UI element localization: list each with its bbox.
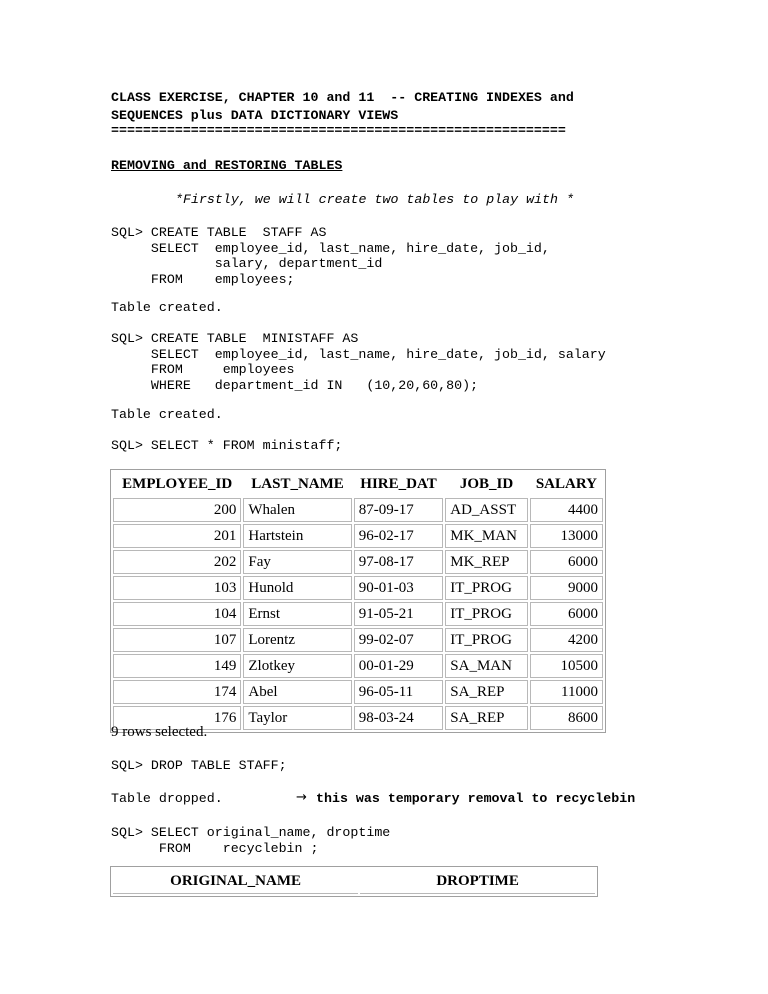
cell-job-id: MK_MAN	[445, 524, 528, 548]
cell-hire-date: 99-02-07	[354, 628, 444, 652]
column-header-hire-date: HIRE_DAT	[360, 475, 437, 492]
intro-note: *Firstly, we will create two tables to play with *	[175, 192, 574, 207]
section-heading: REMOVING and RESTORING TABLES	[111, 158, 343, 173]
cell-employee-id: 176	[113, 706, 241, 730]
cell-employee-id: 104	[113, 602, 241, 626]
cell-last-name: Hartstein	[243, 524, 351, 548]
arrow-right-icon: →	[296, 790, 307, 805]
column-header-job-id: JOB_ID	[459, 475, 514, 492]
table-row	[113, 680, 603, 704]
cell-job-id: SA_REP	[445, 706, 528, 730]
cell-employee-id: 149	[113, 654, 241, 678]
cell-employee-id: 201	[113, 524, 241, 548]
sql-create-staff: SQL> CREATE TABLE STAFF AS SELECT employee_id, last_name, hire_date, job_id, salary, department_id FROM employees;	[111, 225, 550, 287]
cell-job-id: SA_REP	[445, 680, 528, 704]
cell-employee-id: 107	[113, 628, 241, 652]
table-row	[113, 576, 603, 600]
cell-last-name: Whalen	[243, 498, 351, 522]
sql-select-ministaff: SQL> SELECT * FROM ministaff;	[111, 438, 343, 453]
cell-job-id: AD_ASST	[445, 498, 528, 522]
cell-last-name: Fay	[243, 550, 351, 574]
drop-note: this was temporary removal to recyclebin	[316, 791, 636, 806]
cell-hire-date: 00-01-29	[354, 654, 444, 678]
cell-salary: 10500	[530, 654, 603, 678]
result-table-dropped: Table dropped.	[111, 791, 223, 806]
cell-salary: 9000	[530, 576, 603, 600]
column-header-employee-id: EMPLOYEE_ID	[122, 475, 233, 492]
sql-create-ministaff: SQL> CREATE TABLE MINISTAFF AS SELECT employee_id, last_name, hire_date, job_id, salary FROM employees WHERE department_id IN (10,20,60,80);	[111, 331, 606, 393]
cell-salary: 4200	[530, 628, 603, 652]
cell-last-name: Ernst	[243, 602, 351, 626]
cell-job-id: IT_PROG	[445, 602, 528, 626]
cell-hire-date: 98-03-24	[354, 706, 444, 730]
cell-hire-date: 96-02-17	[354, 524, 444, 548]
table-row	[113, 524, 603, 548]
cell-salary: 13000	[530, 524, 603, 548]
cell-hire-date: 91-05-21	[354, 602, 444, 626]
cell-job-id: IT_PROG	[445, 628, 528, 652]
cell-hire-date: 87-09-17	[354, 498, 444, 522]
result-table-created-2: Table created.	[111, 407, 223, 422]
sql-select-recyclebin: SQL> SELECT original_name, droptime FROM recyclebin ;	[111, 825, 391, 856]
cell-last-name: Lorentz	[243, 628, 351, 652]
ministaff-table	[110, 469, 606, 733]
column-header-droptime: DROPTIME	[360, 869, 595, 894]
title-line-2: SEQUENCES plus DATA DICTIONARY VIEWS	[111, 108, 399, 123]
recyclebin-header-row	[113, 869, 595, 894]
cell-salary: 4400	[530, 498, 603, 522]
ministaff-header-row	[113, 472, 603, 496]
cell-last-name: Zlotkey	[243, 654, 351, 678]
cell-employee-id: 200	[113, 498, 241, 522]
cell-last-name: Abel	[243, 680, 351, 704]
table-row	[113, 654, 603, 678]
title-line-1: CLASS EXERCISE, CHAPTER 10 and 11 -- CREATING INDEXES and	[111, 90, 574, 105]
table-row	[113, 628, 603, 652]
cell-employee-id: 174	[113, 680, 241, 704]
cell-salary: 11000	[530, 680, 603, 704]
column-header-salary: SALARY	[535, 475, 597, 492]
table-row	[113, 498, 603, 522]
cell-salary: 8600	[530, 706, 603, 730]
cell-employee-id: 103	[113, 576, 241, 600]
rows-selected-note: 9 rows selected.	[111, 724, 208, 740]
cell-employee-id: 202	[113, 550, 241, 574]
cell-job-id: IT_PROG	[445, 576, 528, 600]
column-header-original-name: ORIGINAL_NAME	[113, 869, 358, 894]
table-row	[113, 550, 603, 574]
cell-salary: 6000	[530, 602, 603, 626]
cell-hire-date: 97-08-17	[354, 550, 444, 574]
cell-last-name: Taylor	[243, 706, 351, 730]
table-row	[113, 602, 603, 626]
result-table-created-1: Table created.	[111, 300, 223, 315]
sql-drop-staff: SQL> DROP TABLE STAFF;	[111, 758, 287, 773]
column-header-last-name: LAST_NAME	[251, 475, 344, 492]
cell-hire-date: 90-01-03	[354, 576, 444, 600]
recyclebin-table	[110, 866, 598, 897]
cell-salary: 6000	[530, 550, 603, 574]
cell-job-id: SA_MAN	[445, 654, 528, 678]
cell-job-id: MK_REP	[445, 550, 528, 574]
cell-hire-date: 96-05-11	[354, 680, 444, 704]
cell-last-name: Hunold	[243, 576, 351, 600]
title-separator: =========================================================	[111, 123, 566, 138]
